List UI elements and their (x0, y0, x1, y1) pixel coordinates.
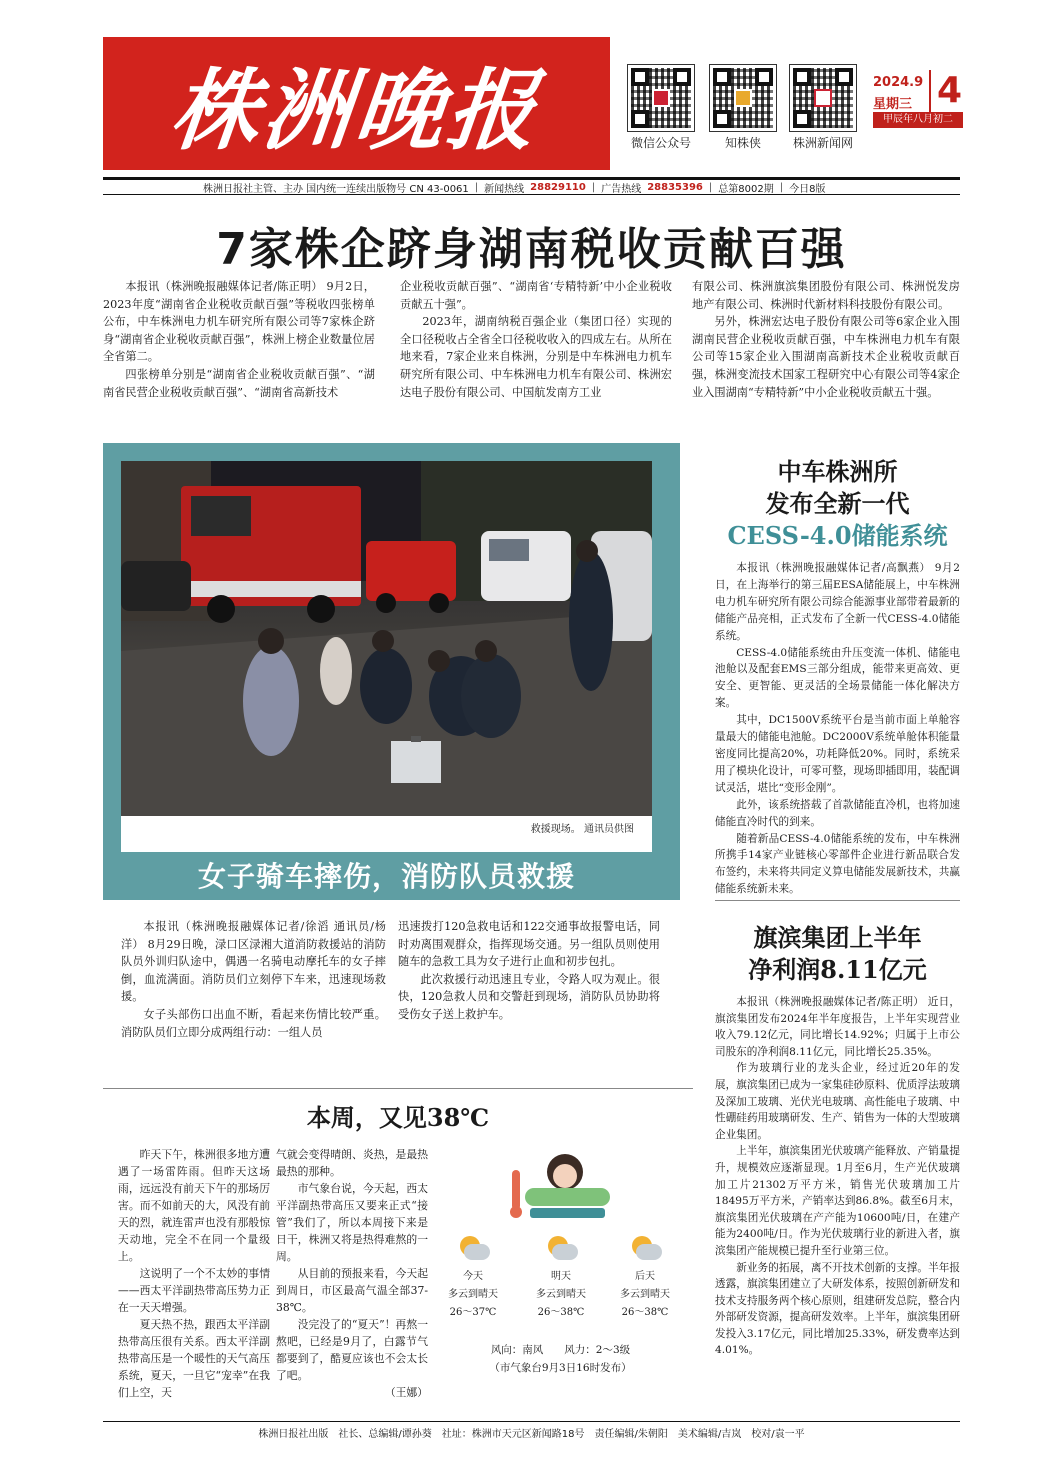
publisher-info: 株洲日报社主管、主办 国内统一连续出版物号 CN 43-0061 (203, 183, 469, 195)
paragraph: 随着新品CESS-4.0储能系统的发布，中车株洲所携手14家产业链核心零部件企业进行新品联合发布签约，未来将共同定义算电储能发展新技术，共赢储能系统新未来。 (715, 832, 960, 896)
photo-caption: 救援现场。 通讯员供图 (121, 816, 652, 852)
paragraph: 市气象台说，今天起，西太平洋副热带高压又要来正式“接管”我们了，所以本周接下来是日干，株洲又将是热得难熬的一周。 (276, 1182, 428, 1263)
paragraph: 本报讯（株洲晚报融媒体记者/陈正明） 近日，旗滨集团发布2024年半年度报告，上半年实现营业收入79.12亿元，同比增长14.92%；归属于上市公司股东的净利润8.11亿元，同比增长25.35%。 (715, 996, 960, 1058)
paragraph: 作为玻璃行业的龙头企业，经过近20年的发展，旗滨集团已成为一家集硅砂原料、优质浮法玻璃及深加工玻璃、光伏光电玻璃、高性能电子玻璃、中性硼硅药用玻璃研发、生产、销售为一体的大型玻璃企业集团。 (715, 1062, 960, 1141)
qr-code-wechat[interactable] (627, 64, 695, 132)
paragraph: 迅速拨打120急救电话和122交通事故报警电话，同时劝离围观群众，指挥现场交通。另一组队员则使用随车的急救工具为女子进行止血和初步包扎。 (398, 920, 660, 969)
photo-story-col-1 (121, 918, 386, 1041)
rescue-scene-photo[interactable] (121, 461, 652, 816)
news-hotline: 28829110 (530, 181, 586, 193)
paragraph: 女子头部伤口出血不断，看起来伤情比较严重。消防队员们立即分成两组行动：一组人员 (121, 1007, 386, 1039)
paragraph: 其中，DC1500V系统平台是当前市面上单舱容量最大的储能电池舱。DC2000V系统单舱体积能量密度同比提高20%，功耗降低20%。同时，系统采用了模块化设计，可零可整，现场即插即用，装配调试灵活，堪比“变形金刚”。 (715, 714, 960, 794)
rescue-scene-illustration (121, 461, 652, 816)
cess-title-line-2: 发布全新一代 (765, 489, 910, 518)
lead-story-col-1 (103, 278, 375, 401)
partly-cloudy-icon (456, 1236, 490, 1262)
paragraph: 四张榜单分别是“湖南省企业税收贡献百强”、“湖南省民营企业税收贡献百强”、“湖南省高新技术 (103, 367, 375, 399)
forecast-day: 明天 (551, 1271, 571, 1282)
page-footer: 株洲日报社出版 社长、总编辑/谭孙葵 社址：株洲市天元区新闻路18号 责任编辑/朱朝阳 美术编辑/吉岚 校对/袁一平 (103, 1421, 960, 1440)
forecast-desc: 多云到晴天 (536, 1289, 586, 1300)
forecast-tomorrow (521, 1236, 601, 1322)
section-divider (715, 900, 960, 901)
paragraph: 另外，株洲宏达电子股份有限公司等6家企业入围湖南民营企业税收贡献百强，中车株洲电力机车有限公司等15家企业入围湖南高新技术企业税收贡献百强，株洲变流技术国家工程研究中心有限公司等4家企业入围湖南“专精特新”中小企业税收贡献五十强。 (692, 315, 960, 399)
paragraph: 本报讯（株洲晚报融媒体记者/高飘燕） 9月2日，在上海举行的第三届EESA储能展上，中车株洲电力机车研究所有限公司综合能源事业部带着最新的储能产品亮相，正式发布了全新一代CESS-4.0储能系统。 (715, 562, 960, 642)
cess-story (715, 456, 960, 898)
forecast-desc: 多云到晴天 (620, 1289, 670, 1300)
qr-label-news-site: 株洲新闻网 (792, 136, 853, 150)
forecast-day: 后天 (635, 1271, 655, 1282)
partly-cloudy-icon (628, 1236, 662, 1262)
section-divider (103, 1088, 693, 1089)
partly-cloudy-icon (544, 1236, 578, 1262)
paragraph: 昨天下午，株洲很多地方遭遇了一场雷阵雨。但昨天这场雨，远远没有前天下午的那场厉害。而不如前天的大，风没有前天的烈，就连雷声也没有那般惊天动地，完全不在同一个量级上。 (118, 1148, 270, 1263)
page-number: 4 (929, 70, 962, 112)
forecast-today (433, 1236, 513, 1322)
page-count: 今日8版 (789, 183, 826, 195)
paragraph: 气就会变得晴朗、炎热，是最热最热的那种。 (276, 1148, 428, 1178)
forecast-temp: 26～37℃ (449, 1307, 497, 1318)
lead-story-col-3 (692, 278, 960, 401)
qr-label-wechat: 微信公众号 (630, 136, 691, 150)
forecast-source: （市气象台9月3日16时发布） (489, 1362, 632, 1374)
issue-number: 总第8002期 (718, 183, 774, 195)
ad-hotline: 28835396 (647, 181, 703, 193)
weather-title: 本周，又见38℃ (306, 1103, 490, 1132)
forecast-temp: 26～38℃ (537, 1307, 585, 1318)
qr-label-zhizhuxia: 知株侠 (724, 136, 761, 150)
weather-author: （王娜） (384, 1386, 428, 1399)
qr-code-zhizhuxia[interactable] (709, 64, 777, 132)
forecast-desc: 多云到晴天 (448, 1289, 498, 1300)
paragraph: 2023年，湖南纳税百强企业（集团口径）实现的全口径税收占全省全口径税收收入的四成左右。从所在地来看，7家企业来自株洲，分别是中车株洲电力机车研究所有限公司、中车株洲电力机车有限公司、株洲宏达电子股份有限公司、中国航发南方工业 (400, 315, 672, 399)
weather-col-1 (118, 1146, 270, 1401)
hotline-label: 新闻热线 (484, 183, 525, 195)
issue-date: 2024.9 (873, 75, 924, 90)
lead-headline: 7家株企跻身湖南税收贡献百强 (216, 224, 847, 275)
paragraph: 上半年，旗滨集团光伏玻璃产能释放、产销量提升，规模效应逐渐显现。1月至6月，生产光伏玻璃加工片21302万平方米，销售光伏玻璃加工片18495万平方米，产销率达到86.8%。截至6月末，旗滨集团光伏玻璃在产产能为10600吨/日，在建产能为2400吨/日。作为光伏玻璃行业的新进入者，旗滨集团产能规模已提升至行业第三位。 (715, 1145, 960, 1257)
paragraph: 新业务的拓展，离不开技术创新的支撑。半年报透露，旗滨集团建立了大研发体系，按照创新研发和技术支持服务两个核心原则，组建研发总院，整合内外部研发资源，提高研发效率。上半年，旗滨集团研发投入3.17亿元，同比增加25.33%，研发费率达到4.01%。 (715, 1261, 960, 1357)
qibin-title-line-2: 净利润8.11亿元 (748, 955, 927, 984)
wind-info: 风向：南风 风力：2～3级 (490, 1344, 631, 1356)
paragraph: 没完没了的“夏天”！再熬一熬吧，已经是9月了，白露节气都要到了，酷夏应该也不会太长了吧。 (276, 1318, 428, 1382)
cess-title-line-3: CESS-4.0储能系统 (727, 521, 948, 550)
ad-hotline-label: 广告热线 (601, 183, 642, 195)
paragraph: 此外，该系统搭载了首款储能直冷机，也将加速储能直冷时代的到来。 (715, 798, 960, 828)
forecast-temp: 26～38℃ (621, 1307, 669, 1318)
info-bar: 株洲日报社主管、主办 国内统一连续出版物号 CN 43-0061 | 新闻热线 28829110 | 广告热线 28835396 | 总第8002期 | 今日8版 (103, 177, 960, 195)
paragraph: 本报讯（株洲晚报融媒体记者/陈正明） 9月2日，2023年度“湖南省企业税收贡献百强”等税收四张榜单公布，中车株洲电力机车研究所有限公司等7家株企跻身“湖南省企业税收贡献百强”，株洲上榜企业数量位居全省第二。 (103, 280, 375, 364)
paragraph: 企业税收贡献百强”、“湖南省‘专精特新’中小企业税收贡献五十强”。 (400, 280, 672, 311)
paragraph: 这说明了一个不太妙的事情——西太平洋副热带高压势力正在一天天增强。 (118, 1267, 270, 1314)
lead-story-col-2 (400, 278, 672, 401)
paragraph: 从目前的预报来看，今天起到周日，市区最高气温全部37-38℃。 (276, 1267, 428, 1314)
qibin-title-line-1: 旗滨集团上半年 (753, 923, 922, 952)
lunar-date: 甲辰年八月初二 (873, 112, 963, 128)
forecast-panel (433, 1140, 688, 1380)
forecast-day: 今天 (463, 1271, 483, 1282)
paragraph: 夏天热不热，跟西太平洋副热带高压很有关系。西太平洋副热带高压是一个暖性的天气高压系统，夏天，一旦它“宠幸”在我们上空，天 (118, 1318, 270, 1399)
photo-story-col-2 (398, 918, 660, 1024)
paragraph: 有限公司、株洲旗滨集团股份有限公司、株洲悦发房地产有限公司、株洲时代新材料科技股份有限公司。 (692, 280, 960, 311)
qibin-story (715, 922, 960, 1359)
paragraph: 此次救援行动迅速且专业，令路人叹为观止。很快，120急救人员和交警赶到现场，消防队员协助将受伤女子送上救护车。 (398, 972, 660, 1021)
paragraph: 本报讯（株洲晚报融媒体记者/徐滔 通讯员/杨洋） 8月29日晚，渌口区渌湘大道消防救援站的消防队员外训归队途中，偶遇一名骑电动摩托车的女子摔倒，血流满面。消防员们立刻停下车来，迅速现场救援。 (121, 920, 386, 1004)
photo-story-title: 女子骑车摔伤，消防队员救援 (197, 860, 575, 893)
forecast-day-after (605, 1236, 685, 1322)
qr-code-news-site[interactable] (789, 64, 857, 132)
issue-weekday: 星期三 (873, 97, 913, 112)
weather-col-2 (276, 1146, 428, 1401)
paragraph: CESS-4.0储能系统由升压变流一体机、储能电池舱以及配套EMS三部分组成，能带来更高效、更安全、更智能、更灵活的全场景储能一体化解决方案。 (715, 646, 960, 710)
cess-title-line-1: 中车株洲所 (777, 457, 898, 486)
masthead-title: 株洲晚报 (166, 57, 546, 162)
masthead-logo (103, 37, 610, 170)
